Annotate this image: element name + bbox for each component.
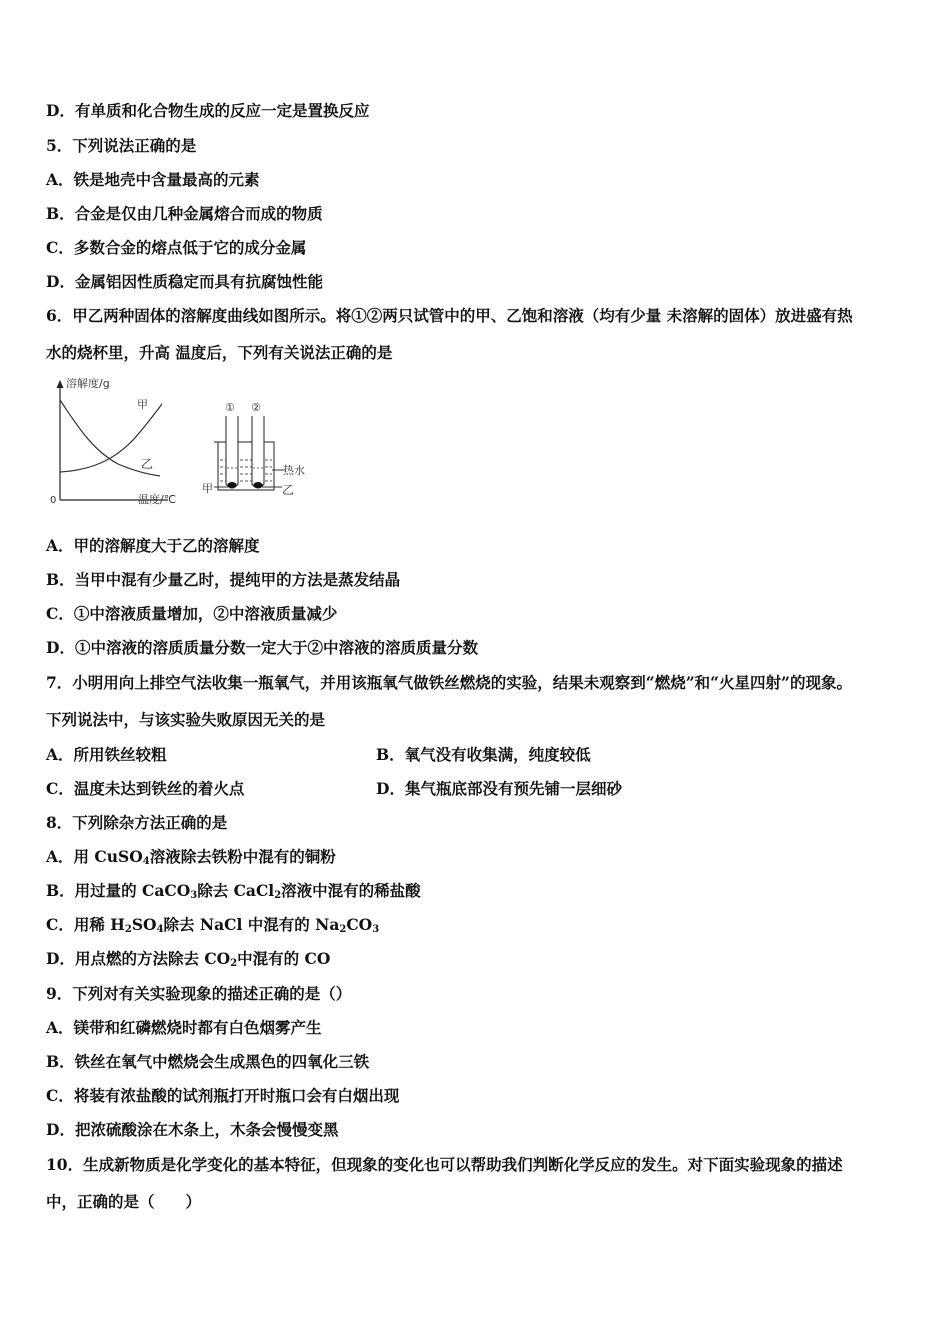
q5-stem: 5．下列说法正确的是: [46, 136, 197, 155]
q9-option-c: C．将装有浓盐酸的试剂瓶打开时瓶口会有白烟出现: [46, 1086, 400, 1105]
q9-option-a: A．镁带和红磷燃烧时都有白色烟雾产生: [46, 1018, 322, 1037]
q4-option-d: D．有单质和化合物生成的反应一定是置换反应: [46, 101, 370, 120]
q9-stem: 9．下列对有关实验现象的描述正确的是（）: [46, 984, 352, 1003]
q7-option-c: C．温度未达到铁丝的着火点: [46, 779, 245, 798]
origin-label: 0: [50, 495, 57, 506]
q5-option-c: C．多数合金的熔点低于它的成分金属: [46, 238, 307, 257]
q8-b-text: B．用过量的 CaCO: [46, 881, 191, 900]
q8-option-b: [46, 881, 421, 901]
q8-d-text-end: 中混有的 CO: [237, 949, 331, 968]
q9-option-d: D．把浓硫酸涂在木条上，木条会慢慢变黑: [46, 1120, 339, 1139]
q8-c-sub3: 2: [339, 924, 347, 935]
curve-yi-label: 乙: [141, 457, 154, 471]
q6-option-a: A．甲的溶解度大于乙的溶解度: [46, 536, 260, 555]
q8-d-text: D．用点燃的方法除去 CO: [46, 949, 231, 968]
q8-option-c: [46, 915, 379, 935]
q8-option-a: [46, 847, 336, 867]
q8-a-text: A．用 CuSO: [46, 847, 143, 866]
test-tube-1: [226, 416, 238, 488]
q8-option-d: [46, 949, 330, 969]
q8-d-sub: 2: [230, 958, 238, 969]
q6-option-c: C．①中溶液质量增加，②中溶液质量减少: [46, 604, 338, 623]
y-axis-label: 溶解度/g: [66, 377, 110, 390]
q6-option-b: B．当甲中混有少量乙时，提纯甲的方法是蒸发结晶: [46, 570, 401, 589]
q10-stem-line2: 中，正确的是（ ）: [46, 1192, 202, 1211]
tube2-label: ②: [251, 401, 261, 414]
q8-c-text-mid2: 除去 NaCl 中混有的 Na: [163, 915, 340, 934]
q8-b-text-end: 溶液中混有的稀盐酸: [281, 881, 421, 900]
q7-option-a: A．所用铁丝较粗: [46, 745, 167, 764]
tube1-label: ①: [225, 401, 235, 414]
y-axis-arrow: [57, 380, 64, 388]
q8-c-text: C．用稀 H: [46, 915, 125, 934]
curve-jia-label: 甲: [137, 398, 148, 411]
q6-option-d: D．①中溶液的溶质质量分数一定大于②中溶液的溶质质量分数: [46, 638, 478, 657]
q6-stem-line2: 水的烧杯里，升高 温度后，下列有关说法正确的是: [46, 343, 393, 362]
left-label: 甲: [202, 482, 213, 495]
q5-option-b: B．合金是仅由几种金属熔合而成的物质: [46, 204, 323, 223]
right-label: 乙: [282, 483, 295, 497]
x-axis-label: 温度/℃: [138, 493, 177, 506]
q8-b-sub2: 2: [274, 890, 282, 901]
q8-a-sub: 4: [142, 856, 150, 867]
q6-figure: [40, 372, 320, 516]
q8-c-text-mid3: CO: [346, 915, 373, 934]
q7-stem-line2: 下列说法中，与该实验失败原因无关的是: [46, 710, 326, 729]
hot-water-label: 热水: [283, 464, 305, 477]
q10-stem-line1: 10．生成新物质是化学变化的基本特征，但现象的变化也可以帮助我们判断化学反应的发生。对下面实验现象的描述: [46, 1155, 843, 1174]
q5-option-a: A．铁是地壳中含量最高的元素: [46, 170, 260, 189]
test-tube-2: [252, 416, 264, 488]
q8-c-text-mid1: SO: [131, 915, 157, 934]
q8-c-sub1: 2: [124, 924, 132, 935]
q8-b-text-mid: 除去 CaCl: [197, 881, 275, 900]
q6-stem-line1: 6．甲乙两种固体的溶解度曲线如图所示。将①②两只试管中的甲、乙饱和溶液（均有少量 未溶解的固体）放进盛有热: [46, 306, 853, 325]
solubility-figure: [40, 372, 320, 512]
tube1-solid: [228, 482, 237, 488]
q9-option-b: B．铁丝在氧气中燃烧会生成黑色的四氧化三铁: [46, 1052, 370, 1071]
q7-stem-line1: 7．小明用向上排空气法收集一瓶氧气，并用该瓶氧气做铁丝燃烧的实验，结果未观察到“燃烧”和“火星四射”的现象。: [46, 673, 852, 692]
q8-b-sub1: 3: [190, 890, 198, 901]
q7-option-b: B．氧气没有收集满，纯度较低: [376, 745, 591, 764]
q5-option-d: D．金属铝因性质稳定而具有抗腐蚀性能: [46, 272, 323, 291]
q8-stem: 8．下列除杂方法正确的是: [46, 813, 228, 832]
q8-a-text-end: 溶液除去铁粉中混有的铜粉: [149, 847, 336, 866]
tube2-solid: [254, 482, 263, 488]
q8-c-sub2: 4: [156, 924, 164, 935]
q8-c-sub4: 3: [372, 924, 380, 935]
q7-option-d: D．集气瓶底部没有预先铺一层细砂: [376, 779, 622, 798]
